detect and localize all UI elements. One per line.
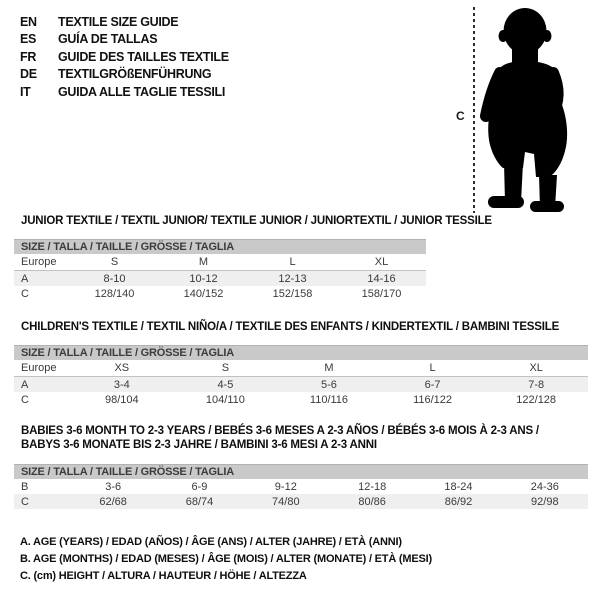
cell: 12-18 — [358, 480, 387, 493]
height-label: C — [456, 109, 465, 123]
childrens-size-table — [14, 345, 588, 407]
lang-row-es — [20, 31, 229, 49]
size-header-bar: SIZE / TALLA / TAILLE / GRÖSSE / TAGLIA — [14, 239, 426, 254]
lang-code: DE — [20, 67, 37, 82]
cell: 6-9 — [191, 480, 208, 493]
lang-row-fr — [20, 48, 229, 66]
row-label: B — [21, 480, 29, 493]
column-header: XL — [374, 256, 389, 268]
baby-silhouette-icon — [478, 5, 582, 217]
table-row-b — [14, 479, 588, 494]
section-junior-textile — [14, 214, 492, 301]
row-label: C — [21, 393, 29, 406]
cell: 116/122 — [413, 393, 453, 406]
row-label: C — [21, 495, 29, 508]
cell: 14-16 — [367, 272, 396, 285]
cell: 128/140 — [94, 287, 135, 300]
language-list — [20, 13, 229, 101]
column-header: L — [289, 256, 296, 268]
column-header-row — [14, 360, 588, 377]
cell: 110/116 — [309, 393, 349, 406]
footnote-a: A. AGE (YEARS) / EDAD (AÑOS) / ÂGE (ANS) / ALTER (JAHRE) / ETÀ (ANNI) — [20, 536, 402, 548]
section-childrens-textile — [14, 320, 588, 407]
cell: 24-36 — [530, 480, 559, 493]
junior-textile-title: JUNIOR TEXTILE / TEXTIL JUNIOR/ TEXTILE JUNIOR / JUNIORTEXTIL / JUNIOR TESSILE — [21, 215, 492, 227]
cell: 104/110 — [205, 393, 245, 406]
cell: 7-8 — [528, 378, 545, 391]
cell: 8-10 — [103, 272, 126, 285]
babies-title-line2: BABYS 3-6 MONATE BIS 2-3 JAHRE / BAMBINI 3-6 MESI A 2-3 ANNI — [21, 439, 377, 451]
junior-size-table — [14, 239, 426, 301]
lang-code: FR — [20, 49, 37, 64]
column-header: XS — [114, 362, 130, 374]
cell: 6-7 — [424, 378, 441, 391]
lang-row-en — [20, 13, 229, 31]
cell: 80/86 — [358, 495, 386, 508]
column-header: M — [324, 362, 334, 374]
table-row-c — [14, 392, 588, 407]
row-label: A — [21, 378, 29, 391]
cell: 3-6 — [105, 480, 122, 493]
lang-code: ES — [20, 32, 37, 47]
size-figure — [450, 5, 585, 217]
cell: 12-13 — [278, 272, 307, 285]
lang-code: IT — [20, 84, 31, 99]
table-row-a — [14, 377, 588, 392]
lang-title: TEXTILGRÖßENFÜHRUNG — [58, 67, 212, 82]
lang-row-it — [20, 83, 229, 101]
table-row-c — [14, 494, 588, 509]
table-row-c — [14, 286, 426, 301]
cell: 5-6 — [321, 378, 337, 391]
cell: 3-4 — [113, 378, 130, 391]
lang-row-de — [20, 66, 229, 84]
row-label: A — [21, 272, 29, 285]
cell: 4-5 — [217, 378, 234, 391]
row-label: C — [21, 287, 29, 300]
size-header-bar: SIZE / TALLA / TAILLE / GRÖSSE / TAGLIA — [14, 464, 588, 479]
babies-size-table — [14, 464, 588, 509]
column-header: M — [198, 256, 209, 268]
column-header: XL — [529, 362, 543, 374]
cell: 74/80 — [272, 495, 300, 508]
column-header: L — [429, 362, 436, 374]
cell: 158/170 — [361, 287, 402, 300]
cell: 140/152 — [183, 287, 224, 300]
cell: 18-24 — [444, 480, 473, 493]
footnote-b: B. AGE (MONTHS) / EDAD (MESES) / ÂGE (MOIS) / ALTER (MONATE) / ETÀ (MESI) — [20, 553, 432, 565]
column-header: S — [110, 256, 119, 268]
column-header-row — [14, 254, 426, 271]
cell: 86/92 — [444, 495, 473, 508]
babies-title-line1: BABIES 3-6 MONTH TO 2-3 YEARS / BEBÉS 3-6 MESES A 2-3 AÑOS / BÉBÉS 3-6 MOIS À 2-3 ANS / — [21, 425, 539, 437]
row-label: Europe — [21, 256, 57, 268]
size-header-bar: SIZE / TALLA / TAILLE / GRÖSSE / TAGLIA — [14, 345, 588, 360]
cell: 68/74 — [185, 495, 214, 508]
cell: 9-12 — [274, 480, 297, 493]
lang-title: TEXTILE SIZE GUIDE — [58, 14, 179, 29]
lang-title: GUIDA ALLE TAGLIE TESSILI — [58, 84, 226, 99]
column-header: S — [221, 362, 230, 374]
cell: 98/104 — [104, 393, 139, 406]
table-row-a — [14, 271, 426, 286]
cell: 122/128 — [516, 393, 557, 406]
lang-code: EN — [20, 14, 37, 29]
footnotes — [20, 534, 432, 585]
cell: 92/98 — [531, 495, 559, 508]
cell: 62/68 — [99, 495, 127, 508]
height-dashed-line — [473, 7, 475, 213]
section-babies-textile — [14, 424, 588, 509]
row-label: Europe — [21, 362, 57, 374]
cell: 10-12 — [189, 272, 218, 285]
lang-title: GUIDE DES TAILLES TEXTILE — [58, 49, 229, 64]
footnote-c: C. (cm) HEIGHT / ALTURA / HAUTEUR / HÖHE / ALTEZZA — [20, 570, 307, 582]
childrens-textile-title: CHILDREN'S TEXTILE / TEXTIL NIÑO/A / TEXTILE DES ENFANTS / KINDERTEXTIL / BAMBINI TESSILE — [21, 321, 560, 333]
lang-title: GUÍA DE TALLAS — [58, 32, 158, 47]
cell: 152/158 — [272, 287, 313, 300]
